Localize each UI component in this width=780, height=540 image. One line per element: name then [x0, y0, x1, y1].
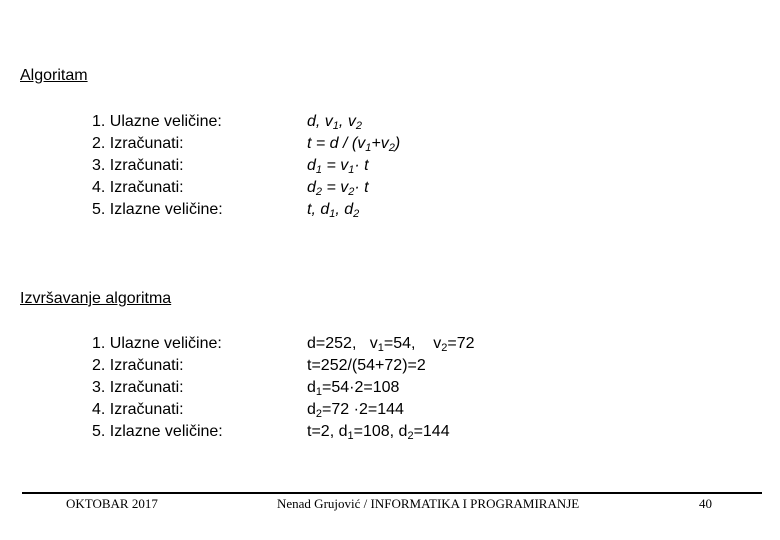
step-value: t=2, $d_1=108$, $d_2=144$ [307, 423, 450, 442]
execution-values-list [307, 333, 474, 443]
footer-date: OKTOBAR 2017 [66, 496, 158, 511]
step-label: 2. Izračunati: [92, 135, 184, 152]
step-label: 3. Izračunati: [92, 379, 184, 396]
execution-steps-list [92, 333, 223, 443]
step-value: $d_1=54\cdot 2=108$ [307, 379, 400, 398]
algorithm-steps-list [92, 111, 223, 221]
footer-page-number: 40 [699, 496, 712, 511]
step-value: $d_1 = v_1\cdot t$ [307, 157, 369, 176]
step-value: $t = d / (v_1+v_2)$ [307, 135, 401, 154]
step-value: t, $d_1$, $d_2$ [307, 201, 360, 220]
step-value: $d_2 = v_2\cdot t$ [307, 179, 369, 198]
footer-author-course: Nenad Grujović / INFORMATIKA I PROGRAMIRANJE [277, 496, 580, 511]
step-label: 5. Izlazne veličine: [92, 423, 223, 440]
step-label: 4. Izračunati: [92, 401, 184, 418]
step-value: $d_2=72 \cdot 2=144$ [307, 401, 404, 420]
execution-heading: Izvršavanje algoritma [20, 290, 172, 307]
step-label: 1. Ulazne veličine: [92, 335, 222, 352]
step-label: 4. Izračunati: [92, 179, 184, 196]
step-value: d=252, $v_1=54$, $v_2=72$ [307, 335, 475, 354]
step-label: 1. Ulazne veličine: [92, 113, 222, 130]
algorithm-heading: Algoritam [20, 67, 88, 84]
step-label: 2. Izračunati: [92, 357, 184, 374]
step-value: d, $v_1$, $v_2$ [307, 113, 362, 132]
footer-divider [22, 492, 762, 494]
step-label: 3. Izračunati: [92, 157, 184, 174]
step-label: 5. Izlazne veličine: [92, 201, 223, 218]
step-value: t=252/(54+72)=2 [307, 357, 426, 374]
algorithm-formulas-list [307, 111, 400, 221]
